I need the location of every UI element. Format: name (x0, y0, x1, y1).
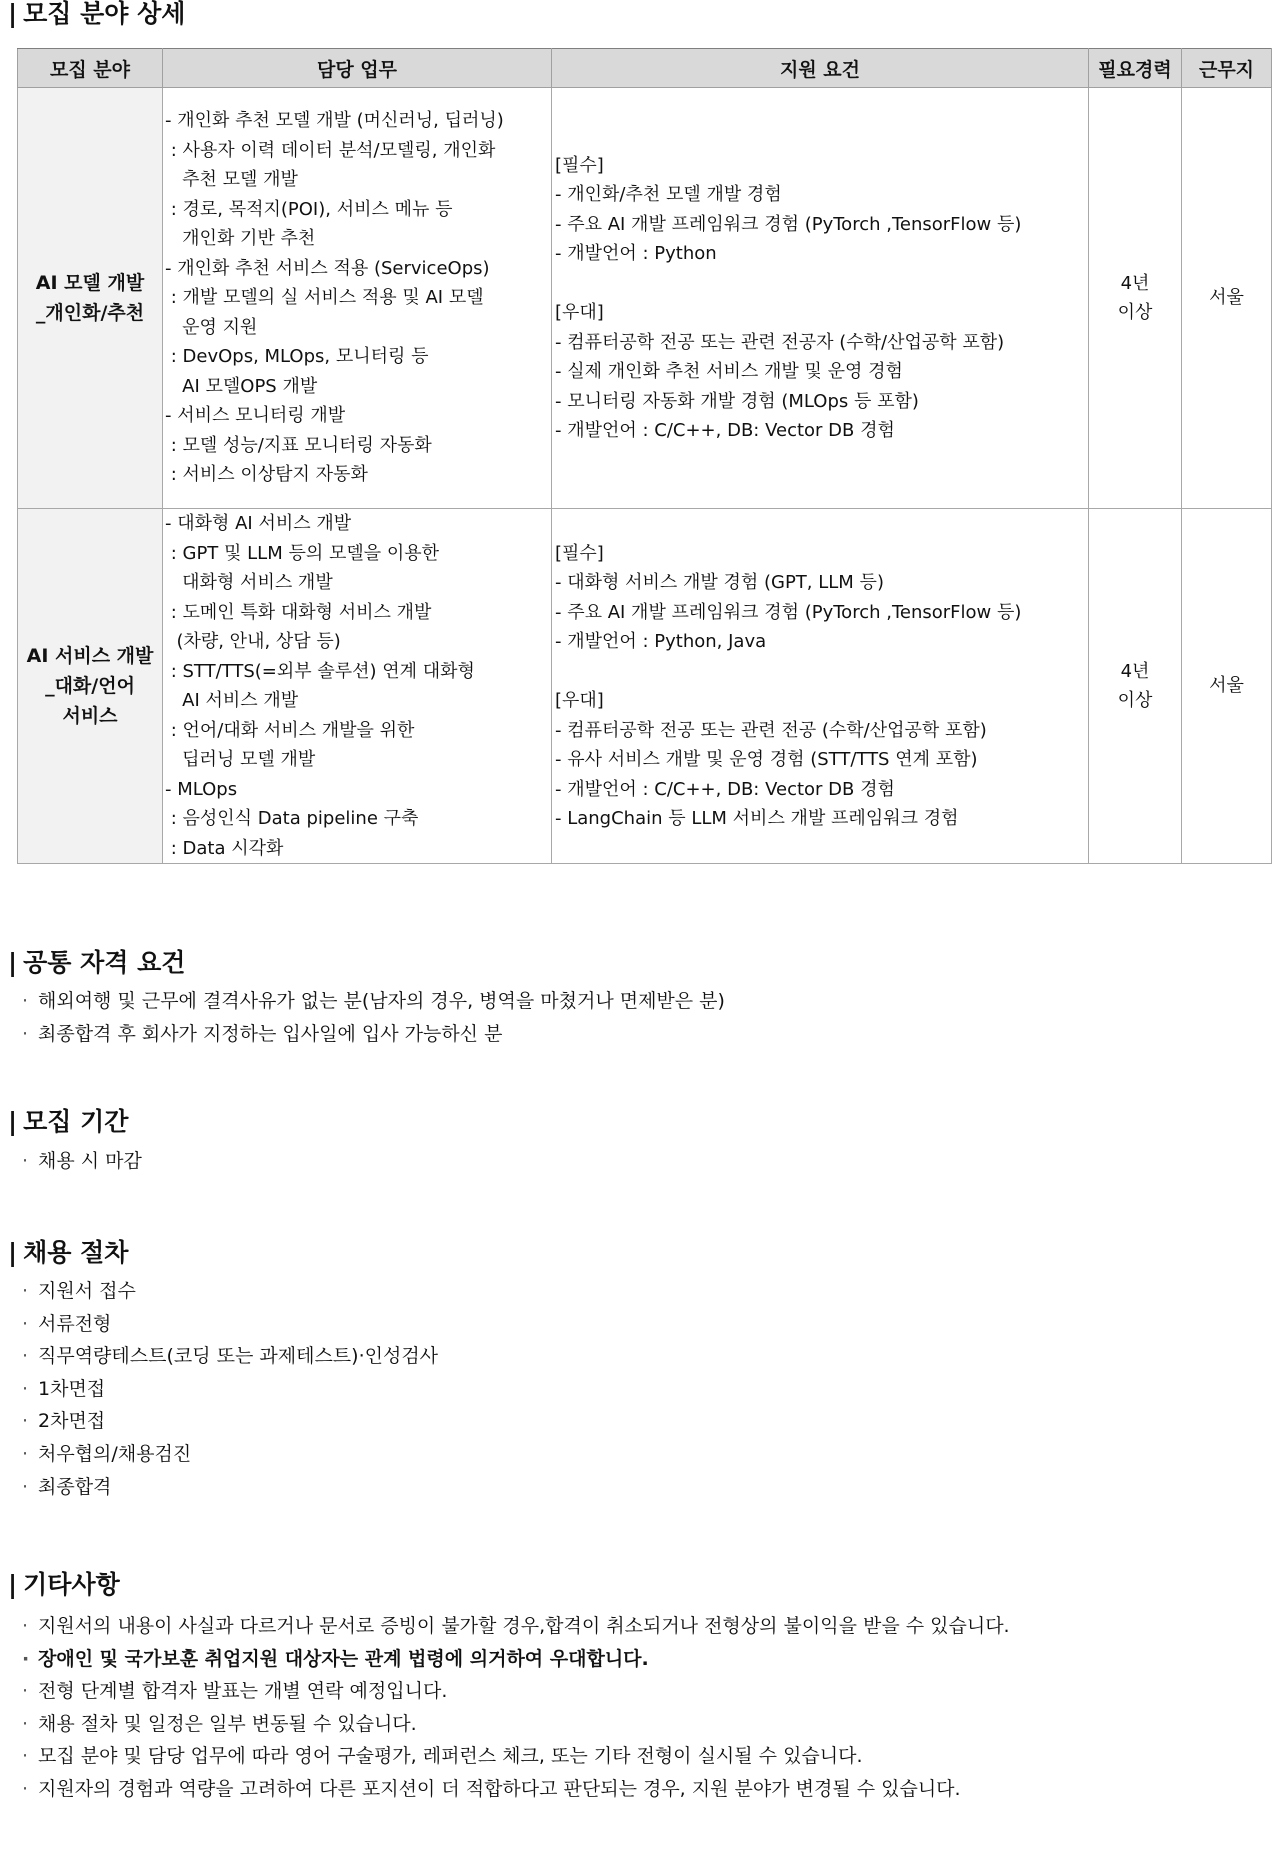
bullet-icon: · (22, 1345, 29, 1368)
field-cell (18, 88, 163, 509)
section-title-common (8, 946, 185, 980)
bullet-icon: · (22, 990, 29, 1012)
list-item (22, 1773, 1010, 1806)
requirement-line: - 컴퓨터공학 전공 또는 관련 전공자 (수학/산업공학 포함) (555, 331, 1005, 353)
requirement-line: - 개발언어 : C/C++, DB: Vector DB 경험 (555, 778, 895, 800)
table-row (18, 509, 1272, 864)
duty-line: AI 서비스 개발 (165, 690, 299, 711)
duty-line: - 서비스 모니터링 개발 (165, 405, 346, 427)
duties-cell (163, 509, 552, 864)
list-item (22, 1373, 438, 1406)
list-item-text: 처우협의/채용검진 (38, 1442, 192, 1465)
requirement-line: [필수] (555, 542, 604, 564)
duty-line: 운영 지원 (165, 316, 258, 338)
title-bar: | (8, 948, 18, 977)
list-item-text: 모집 분야 및 담당 업무에 따라 영어 구술평가, 레퍼런스 체크, 또는 기타 전형이 실시될 수 있습니다. (38, 1745, 863, 1768)
duty-line: 추천 모델 개발 (165, 169, 298, 191)
field-line: _대화/언어 (45, 675, 135, 697)
list-item-text: 전형 단계별 합격자 발표는 개별 연락 예정입니다. (38, 1680, 448, 1703)
requirement-line: - 개발언어 : Python, Java (555, 631, 767, 652)
requirement-line: - 유사 서비스 개발 및 운영 경험 (STT/TTS 연계 포함) (555, 749, 978, 770)
list-item-text: 최종합격 후 회사가 지정하는 입사일에 입사 가능하신 분 (38, 1022, 503, 1045)
common-requirements-list (22, 985, 725, 1050)
title-bar: | (8, 1238, 18, 1267)
list-item (22, 1308, 438, 1341)
list-item (22, 1438, 438, 1471)
duty-line: : Data 시각화 (165, 837, 284, 859)
list-item (22, 1740, 1010, 1773)
requirement-line: - 개인화/추천 모델 개발 경험 (555, 184, 782, 205)
requirement-line: - 대화형 서비스 개발 경험 (GPT, LLM 등) (555, 572, 884, 593)
list-item-text: 채용 절차 및 일정은 일부 변동될 수 있습니다. (38, 1712, 417, 1735)
duty-line: - MLOps (165, 778, 238, 800)
list-item (22, 1340, 438, 1373)
header-field: 모집 분야 (18, 49, 163, 88)
duty-line: 딥러닝 모델 개발 (165, 749, 316, 770)
bullet-icon: · (22, 1377, 29, 1400)
requirement-line: - 주요 AI 개발 프레임워크 경험 (PyTorch ,TensorFlow 등) (555, 213, 1022, 235)
requirement-line: - 모니터링 자동화 개발 경험 (MLOps 등 포함) (555, 390, 919, 412)
list-item-text: 채용 시 마감 (38, 1150, 142, 1172)
experience-line: 4년 (1120, 272, 1150, 294)
list-item-emphasis (22, 1643, 1010, 1676)
duty-line: - 개인화 추천 서비스 적용 (ServiceOps) (165, 257, 490, 279)
list-item-text: 장애인 및 국가보훈 취업지원 대상자는 관계 법령에 의거하여 우대합니다. (38, 1647, 649, 1670)
section-title-process (8, 1236, 128, 1270)
experience-line: 이상 (1117, 690, 1153, 711)
duty-line: (차량, 안내, 상담 등) (165, 631, 341, 652)
list-item (22, 1708, 1010, 1741)
duty-line: 대화형 서비스 개발 (165, 572, 333, 593)
duty-line: : 서비스 이상탐지 자동화 (165, 464, 368, 486)
requirement-line: - 개발언어 : Python (555, 243, 717, 264)
header-duties: 담당 업무 (163, 49, 552, 88)
field-line: AI 모델 개발 (35, 272, 145, 294)
table-row (18, 88, 1272, 509)
list-item-text: 서류전형 (38, 1312, 112, 1335)
bullet-icon: · (22, 1647, 30, 1670)
duty-line: AI 모델OPS 개발 (165, 375, 318, 397)
period-list (22, 1145, 142, 1178)
duty-line: - 대화형 AI 서비스 개발 (165, 513, 352, 534)
field-line: _개인화/추천 (35, 302, 145, 324)
requirements-cell (552, 509, 1089, 864)
requirement-line: - 개발언어 : C/C++, DB: Vector DB 경험 (555, 420, 895, 441)
list-item-text: 지원서의 내용이 사실과 다르거나 문서로 증빙이 불가할 경우,합격이 취소되거나 전형상의 불이익을 받을 수 있습니다. (38, 1615, 1010, 1637)
section-title-text: 모집 분야 상세 (23, 0, 186, 28)
header-experience: 필요경력 (1089, 49, 1182, 88)
bullet-icon: · (22, 1712, 29, 1735)
field-cell (18, 509, 163, 864)
list-item-text: 지원자의 경험과 역량을 고려하여 다른 포지션이 더 적합하다고 판단되는 경우, 지원 분야가 변경될 수 있습니다. (38, 1777, 961, 1800)
list-item (22, 1675, 1010, 1708)
bullet-icon: · (22, 1410, 29, 1433)
list-item (22, 1405, 438, 1438)
requirement-line: - LangChain 등 LLM 서비스 개발 프레임워크 경험 (555, 808, 959, 829)
bullet-icon: · (22, 1280, 29, 1302)
experience-line: 4년 (1120, 660, 1150, 682)
etc-list (22, 1610, 1010, 1806)
bullet-icon: · (22, 1442, 29, 1465)
bullet-icon: · (22, 1615, 29, 1637)
list-item-text: 해외여행 및 근무에 결격사유가 없는 분(남자의 경우, 병역을 마쳤거나 면제받은 분) (38, 990, 725, 1012)
section-title-text: 기타사항 (23, 1570, 120, 1599)
list-item-text: 2차면접 (38, 1410, 106, 1433)
list-item (22, 1145, 142, 1178)
duty-line: : 모델 성능/지표 모니터링 자동화 (165, 434, 432, 456)
duty-line: - 개인화 추천 모델 개발 (머신러닝, 딥러닝) (165, 110, 504, 132)
duty-line: : 언어/대화 서비스 개발을 위한 (165, 719, 415, 741)
experience-cell (1089, 88, 1182, 509)
bullet-icon: · (22, 1312, 29, 1335)
location-cell: 서울 (1182, 88, 1272, 509)
section-title-period (8, 1105, 128, 1139)
section-title-text: 채용 절차 (23, 1238, 129, 1267)
requirement-spacer (555, 269, 1088, 299)
requirement-line: [우대] (555, 690, 604, 711)
requirement-line: [우대] (555, 302, 604, 323)
section-title-etc (8, 1568, 120, 1602)
header-requirements: 지원 요건 (552, 49, 1089, 88)
table-header-row (18, 49, 1272, 88)
list-item (22, 985, 725, 1018)
field-line: 서비스 (62, 705, 118, 727)
recruit-detail-table (17, 48, 1272, 864)
requirement-line: [필수] (555, 154, 604, 176)
list-item-text: 지원서 접수 (38, 1280, 136, 1302)
duty-line: : 경로, 목적지(POI), 서비스 메뉴 등 (165, 198, 453, 220)
bullet-icon: · (22, 1150, 29, 1172)
requirement-line: - 주요 AI 개발 프레임워크 경험 (PyTorch ,TensorFlow 등) (555, 601, 1022, 623)
title-bar: | (8, 1107, 18, 1136)
duty-line: : GPT 및 LLM 등의 모델을 이용한 (165, 542, 439, 564)
section-title-text: 공통 자격 요건 (23, 948, 186, 977)
section-title-detail (8, 0, 185, 31)
list-item (22, 1275, 438, 1308)
bullet-icon: · (22, 1777, 29, 1800)
list-item (22, 1471, 438, 1504)
duty-line: 개인화 기반 추천 (165, 228, 316, 250)
duty-line: : 개발 모델의 실 서비스 적용 및 AI 모델 (165, 287, 484, 309)
field-line: AI 서비스 개발 (26, 645, 154, 667)
duty-line: : DevOps, MLOps, 모니터링 등 (165, 346, 429, 368)
list-item (22, 1610, 1010, 1643)
title-bar: | (8, 0, 18, 28)
bullet-icon: · (22, 1475, 29, 1498)
list-item (22, 1018, 725, 1051)
duty-line: : 사용자 이력 데이터 분석/모델링, 개인화 (165, 139, 496, 161)
experience-cell (1089, 509, 1182, 864)
section-title-text: 모집 기간 (23, 1107, 129, 1136)
duty-line: : STT/TTS(=외부 솔루션) 연계 대화형 (165, 660, 475, 682)
process-list (22, 1275, 438, 1503)
requirement-spacer (555, 657, 1088, 687)
bullet-icon: · (22, 1745, 29, 1768)
header-location: 근무지 (1182, 49, 1272, 88)
duty-line: : 음성인식 Data pipeline 구축 (165, 808, 419, 829)
list-item-text: 직무역량테스트(코딩 또는 과제테스트)·인성검사 (38, 1345, 439, 1368)
requirement-line: - 실제 개인화 추천 서비스 개발 및 운영 경험 (555, 361, 903, 382)
bullet-icon: · (22, 1022, 29, 1045)
title-bar: | (8, 1570, 18, 1599)
location-cell: 서울 (1182, 509, 1272, 864)
duties-cell (163, 88, 552, 509)
requirement-line: - 컴퓨터공학 전공 또는 관련 전공 (수학/산업공학 포함) (555, 719, 987, 741)
list-item-text: 최종합격 (38, 1475, 112, 1498)
requirements-cell (552, 88, 1089, 509)
duty-line: : 도메인 특화 대화형 서비스 개발 (165, 601, 432, 623)
experience-line: 이상 (1117, 302, 1153, 323)
list-item-text: 1차면접 (38, 1377, 106, 1400)
bullet-icon: · (22, 1680, 29, 1703)
